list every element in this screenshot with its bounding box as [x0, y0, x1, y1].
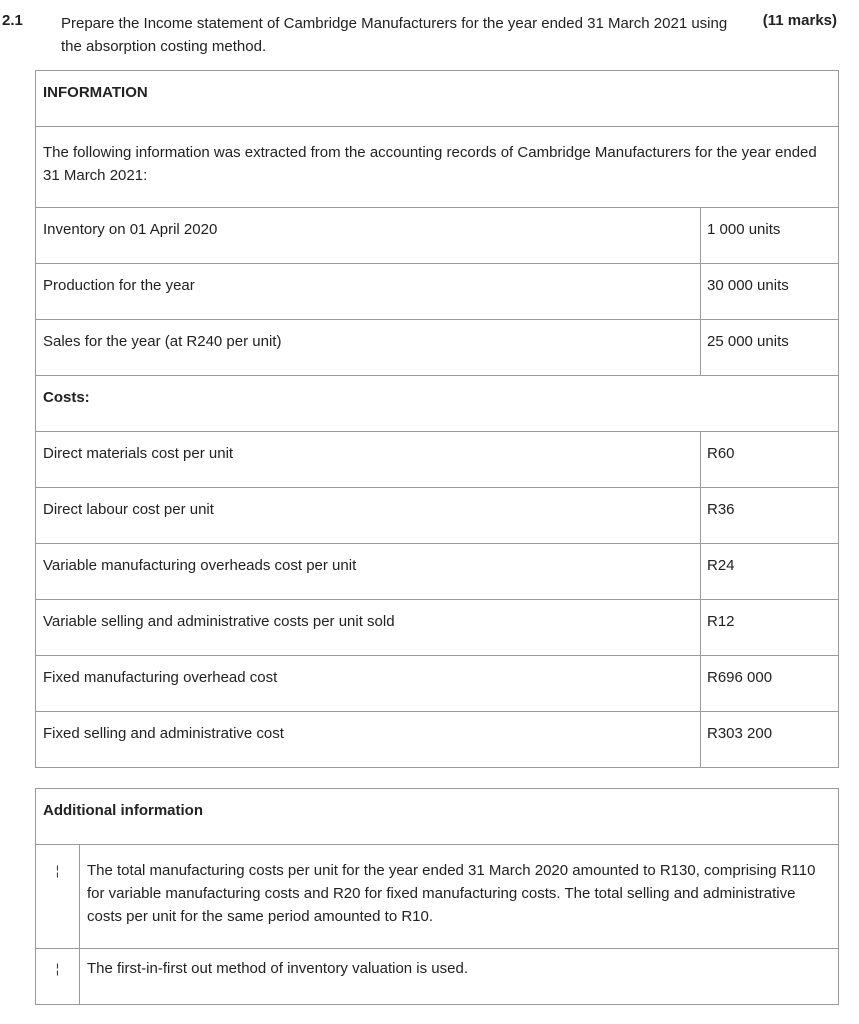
row-label: Fixed manufacturing overhead cost — [36, 656, 701, 712]
table-row — [36, 320, 839, 376]
additional-item-text: The first-in-first out method of inventory valuation is used. — [80, 949, 839, 1005]
additional-information-table — [35, 788, 839, 1005]
question-number: 2.1 — [2, 12, 23, 29]
row-label: Direct labour cost per unit — [36, 488, 701, 544]
additional-heading: Additional information — [36, 789, 839, 845]
row-label: Direct materials cost per unit — [36, 432, 701, 488]
table-row — [36, 432, 839, 488]
question-text: Prepare the Income statement of Cambridge Manufacturers for the year ended 31 March 2021 using the absorption costing method. — [61, 15, 728, 55]
row-value: 1 000 units — [701, 208, 839, 264]
row-value: R36 — [701, 488, 839, 544]
row-value: R696 000 — [701, 656, 839, 712]
row-label: Fixed selling and administrative cost — [36, 712, 701, 768]
broken-bar-icon: ¦ — [55, 961, 60, 976]
row-value: R60 — [701, 432, 839, 488]
table-row — [36, 712, 839, 768]
row-label: Variable manufacturing overheads cost per unit — [36, 544, 701, 600]
additional-item-text: The total manufacturing costs per unit for the year ended 31 March 2020 amounted to R130, comprising R110 for variable manufacturing costs and R20 for fixed manufacturing costs. The total selling and administrative costs per unit for the same period amounted to R10. — [80, 845, 839, 949]
row-value: 25 000 units — [701, 320, 839, 376]
list-item — [36, 845, 839, 949]
row-label: Inventory on 01 April 2020 — [36, 208, 701, 264]
list-item — [36, 949, 839, 1005]
information-table — [35, 70, 839, 768]
bullet-marker — [36, 949, 80, 1005]
row-label: Sales for the year (at R240 per unit) — [36, 320, 701, 376]
costs-heading: Costs: — [36, 376, 839, 432]
row-value: R12 — [701, 600, 839, 656]
bullet-marker — [36, 845, 80, 949]
row-value: R24 — [701, 544, 839, 600]
table-row — [36, 264, 839, 320]
row-label: Variable selling and administrative costs per unit sold — [36, 600, 701, 656]
table-row — [36, 656, 839, 712]
information-heading: INFORMATION — [36, 71, 839, 127]
table-row — [36, 600, 839, 656]
question-marks: (11 marks) — [762, 12, 837, 29]
table-row — [36, 488, 839, 544]
row-value: R303 200 — [701, 712, 839, 768]
row-label: Production for the year — [36, 264, 701, 320]
broken-bar-icon: ¦ — [55, 863, 60, 878]
row-value: 30 000 units — [701, 264, 839, 320]
table-row — [36, 544, 839, 600]
information-intro: The following information was extracted from the accounting records of Cambridge Manufacturers for the year ended 31 March 2021: — [36, 127, 839, 208]
table-row — [36, 208, 839, 264]
